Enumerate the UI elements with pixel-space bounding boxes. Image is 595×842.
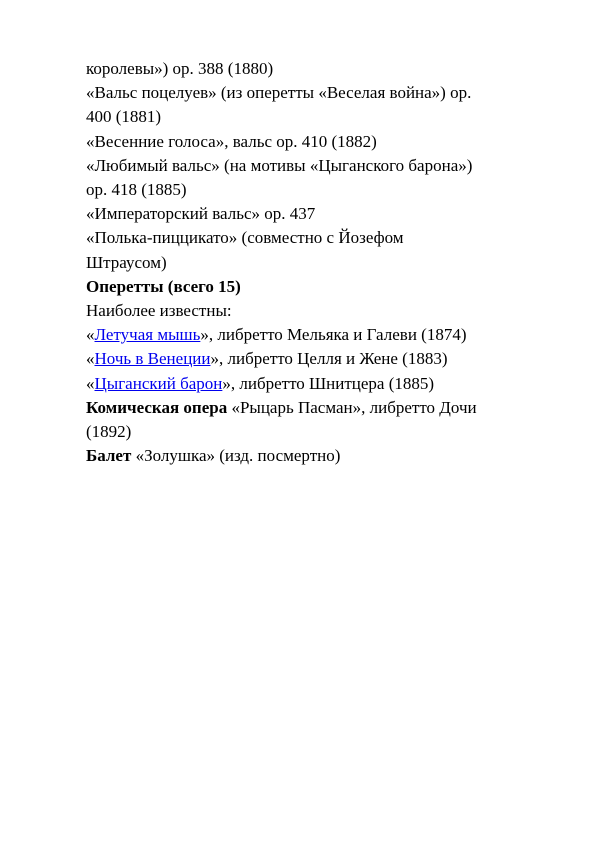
text-line: 400 (1881): [86, 107, 162, 127]
document-body: [86, 57, 556, 468]
link-gypsy-baron[interactable]: Цыганский барон: [94, 373, 223, 393]
text-line: «Полька-пиццикато» (совместно с Йозефом: [86, 228, 404, 248]
text-line: (1892): [86, 422, 132, 442]
text-line: «Императорский вальс» ор. 437: [86, 204, 316, 224]
text-line: «Любимый вальс» (на мотивы «Цыганского барона»): [86, 155, 473, 175]
quote-open: «: [86, 349, 95, 369]
list-item: [86, 323, 556, 347]
text-line: «Вальс поцелуев» (из оперетты «Веселая война») ор.: [86, 83, 472, 103]
item-rest: », либретто Мельяка и Галеви (1874): [200, 325, 467, 345]
heading-text: Оперетты (всего 15): [86, 276, 241, 296]
link-night-in-venice[interactable]: Ночь в Венеции: [94, 349, 211, 369]
text-line: королевы») ор. 388 (1880): [86, 59, 274, 78]
list-item: [86, 372, 556, 396]
text-line: ор. 418 (1885): [86, 180, 187, 200]
comic-opera-text: «Рыцарь Пасман», либретто Дочи: [227, 397, 477, 417]
comic-opera-label: Комическая опера: [86, 397, 228, 417]
link-die-fledermaus[interactable]: Летучая мышь: [94, 325, 201, 345]
list-item: [86, 347, 556, 371]
item-rest: », либретто Шнитцера (1885): [222, 373, 435, 393]
section-heading-operettas: [86, 275, 556, 299]
ballet-label: Балет: [86, 446, 132, 466]
ballet-text: «Золушка» (изд. посмертно): [131, 446, 341, 466]
ballet-line: [86, 444, 556, 468]
text-line: «Весенние голоса», вальс ор. 410 (1882): [86, 131, 377, 151]
item-rest: », либретто Целля и Жене (1883): [210, 349, 448, 369]
quote-open: «: [86, 325, 95, 345]
quote-open: «: [86, 373, 95, 393]
comic-opera-line: [86, 396, 556, 420]
text-line: Штраусом): [86, 252, 167, 272]
text-line: Наиболее известны:: [86, 301, 232, 321]
